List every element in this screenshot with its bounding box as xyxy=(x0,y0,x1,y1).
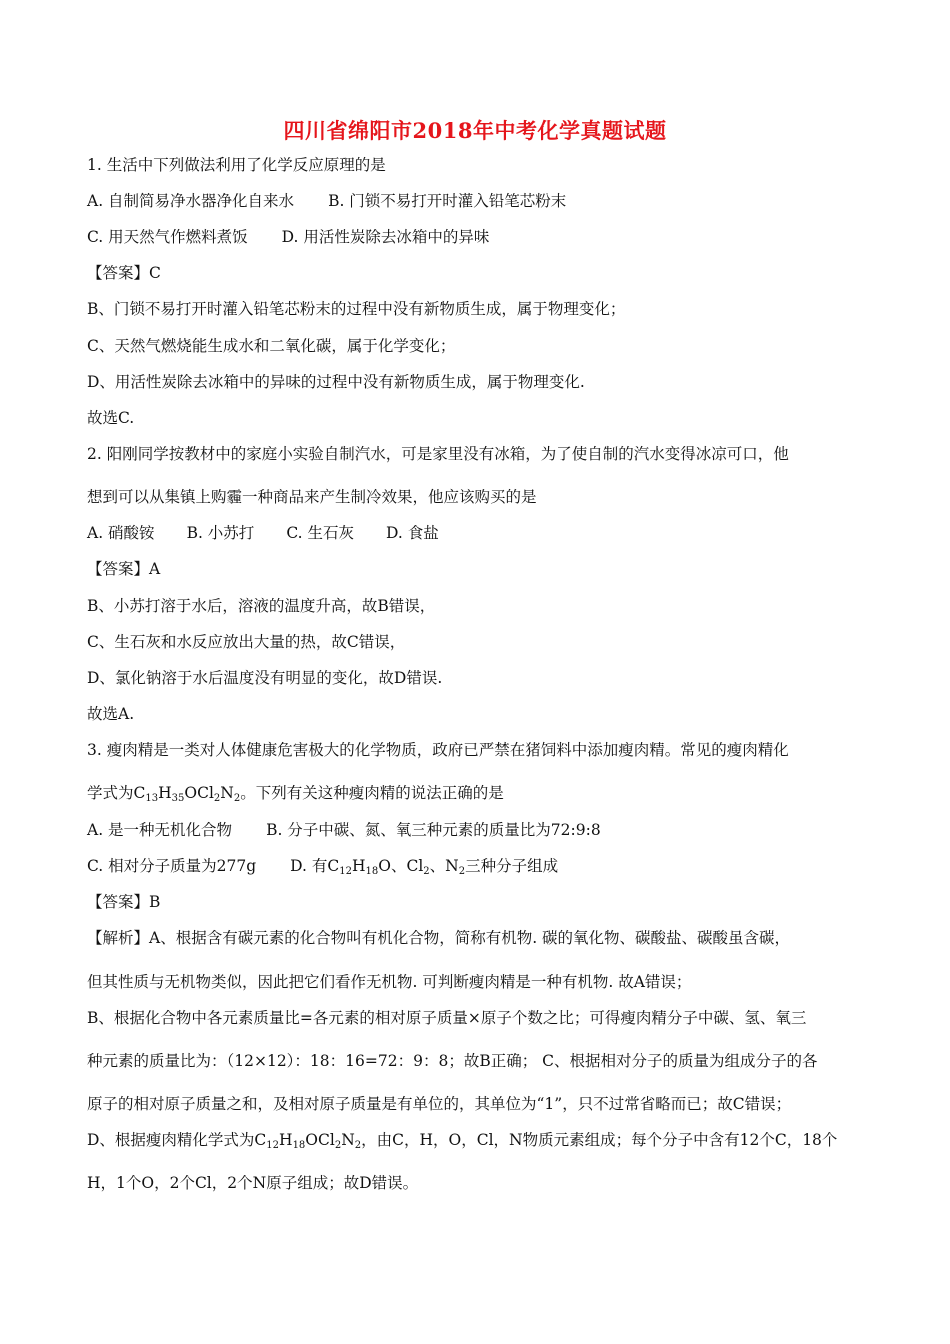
q3-explanation-line4: 种元素的质量比为：（12×12）：18：16=72：9：8；故B正确； C、根据相对分子的质量为组成分子的各 xyxy=(87,1052,818,1070)
q2-stem-line1: 2. 阳刚同学按教材中的家庭小实验自制汽水，可是家里没有冰箱，为了使自制的汽水变得冰凉可口，他 xyxy=(87,445,789,463)
q1-option-b: B. 门锁不易打开时灌入铅笔芯粉末 xyxy=(328,192,567,210)
q2-option-b: B. 小苏打 xyxy=(186,524,255,542)
q2-explanation-c: C、生石灰和水反应放出大量的热，故C错误， xyxy=(87,633,406,651)
q1-stem: 1. 生活中下列做法利用了化学反应原理的是 xyxy=(87,156,386,174)
q2-option-c: C. 生石灰 xyxy=(286,524,354,542)
q2-stem-line2: 想到可以从集镇上购霾一种商品来产生制冷效果，他应该购买的是 xyxy=(87,488,537,506)
q1-explanation-c: C、天然气燃烧能生成水和二氧化碳，属于化学变化； xyxy=(87,337,456,355)
q3-option-a: A. 是一种无机化合物 xyxy=(87,821,233,839)
q3-stem-line2: 学式为$C_{13}H_{35}OCl_2N_2$。下列有关这种瘦肉精的说法正确的是 xyxy=(87,784,504,804)
q3-option-c: C. 相对分子质量为277g xyxy=(87,857,257,875)
q2-option-a: A. 硝酸铵 xyxy=(87,524,155,542)
q1-option-a: A. 自制简易净水器净化自来水 xyxy=(87,192,295,210)
q1-explanation-b: B、门锁不易打开时灌入铅笔芯粉末的过程中没有新物质生成，属于物理变化； xyxy=(87,300,626,318)
q1-option-d: D. 用活性炭除去冰箱中的异味 xyxy=(281,228,490,246)
q1-option-c: C. 用天然气作燃料煮饭 xyxy=(87,228,248,246)
q3-options-row1 xyxy=(87,820,601,840)
q3-explanation-line3: B、根据化合物中各元素质量比=各元素的相对原子质量×原子个数之比；可得瘦肉精分子中碳、氢、氧三 xyxy=(87,1009,807,1027)
q3-option-b: B. 分子中碳、氮、氧三种元素的质量比为72:9:8 xyxy=(266,821,601,839)
q2-conclusion: 故选A. xyxy=(87,705,135,723)
q3-answer: 【答案】B xyxy=(87,893,161,911)
q3-stem-line1: 3. 瘦肉精是一类对人体健康危害极大的化学物质，政府已严禁在猪饲料中添加瘦肉精。常见的瘦肉精化 xyxy=(87,741,789,759)
q2-options xyxy=(87,523,439,543)
q1-options-row2 xyxy=(87,227,489,247)
q3-option-d: D. 有$C_{12}H_{18}O$、$Cl_2$、$N_2$三种分子组成 xyxy=(290,857,559,877)
q3-explanation-line6: D、根据瘦肉精化学式为$C_{12}H_{18}OCl_2N_2$，由C，H，O，Cl，N物质元素组成；每个分子中含有12个C，18个 xyxy=(87,1131,838,1151)
q3-explanation-line7: H，1个O，2个Cl，2个N原子组成；故D错误。 xyxy=(87,1174,419,1192)
q1-answer: 【答案】C xyxy=(87,264,161,282)
q1-explanation-d: D、用活性炭除去冰箱中的异味的过程中没有新物质生成，属于物理变化. xyxy=(87,373,585,391)
q2-answer: 【答案】A xyxy=(87,560,161,578)
q2-option-d: D. 食盐 xyxy=(385,524,439,542)
q3-explanation-line1: 【解析】A、根据含有碳元素的化合物叫有机化合物，简称有机物. 碳的氧化物、碳酸盐、碳酸虽含碳， xyxy=(87,929,791,947)
q2-explanation-d: D、氯化钠溶于水后温度没有明显的变化，故D错误. xyxy=(87,669,443,687)
q1-conclusion: 故选C. xyxy=(87,409,135,427)
q3-explanation-line2: 但其性质与无机物类似，因此把它们看作无机物. 可判断瘦肉精是一种有机物. 故A错误； xyxy=(87,973,692,991)
document-title: 四川省绵阳市2018年中考化学真题试题 xyxy=(283,118,667,143)
q2-explanation-b: B、小苏打溶于水后，溶液的温度升高，故B错误， xyxy=(87,597,436,615)
q1-options-row1 xyxy=(87,191,566,211)
q3-options-row2 xyxy=(87,856,558,876)
q3-explanation-line5: 原子的相对原子质量之和，及相对原子质量是有单位的，其单位为“1”，只不过常省略而已；故C错误； xyxy=(87,1095,792,1113)
